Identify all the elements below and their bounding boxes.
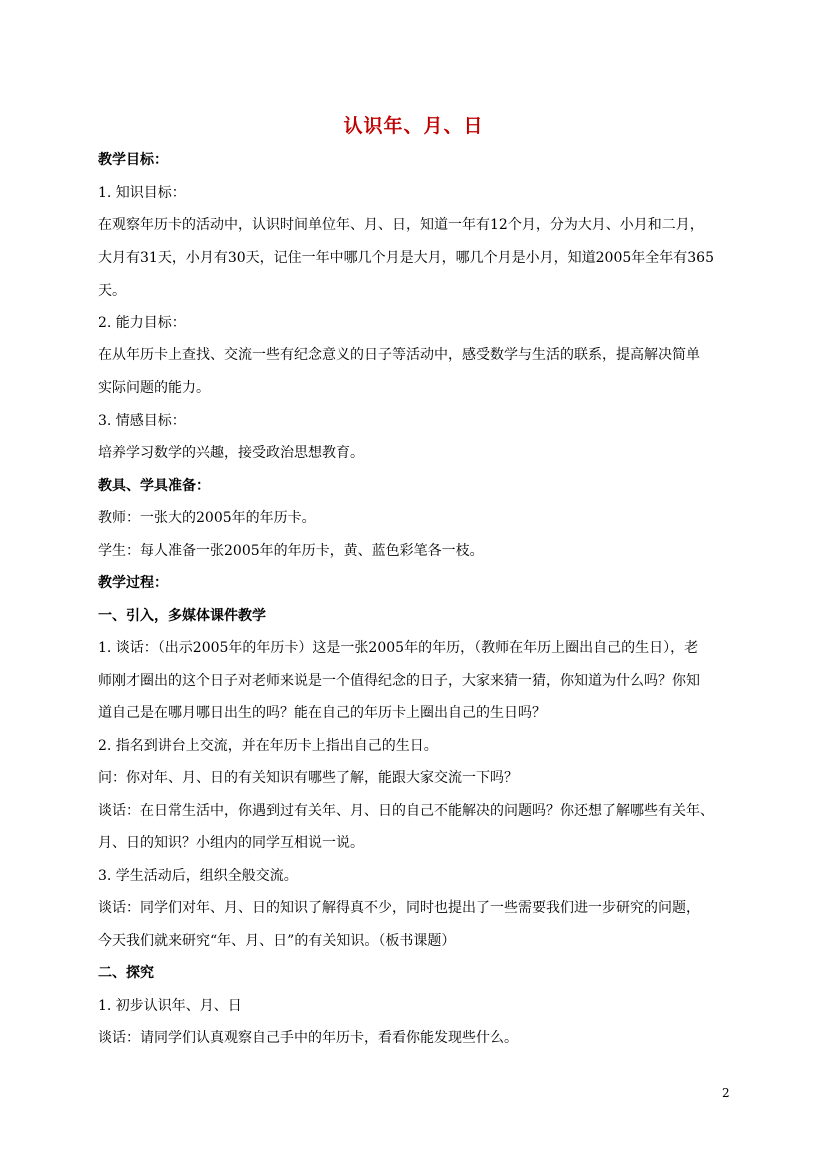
- text-line: 天。: [98, 283, 126, 299]
- text-line: 2. 能力目标：: [98, 315, 186, 331]
- text-line: 1. 谈话：（出示2005年的年历卡）这是一张2005年的年历，（教师在年历上圈出自己的生日），老: [98, 640, 699, 656]
- text-line: 谈话：请同学们认真观察自己手中的年历卡，看看你能发现些什么。: [98, 1030, 518, 1046]
- heading-section-explore: 二、探究: [98, 965, 154, 981]
- page-number: 2: [722, 1086, 730, 1100]
- text-line: 谈话：在日常生活中，你遇到过有关年、月、日的自己不能解决的问题吗？你还想了解哪些有关年、: [98, 803, 714, 819]
- heading-teaching-goals: 教学目标：: [98, 152, 168, 168]
- text-line: 在观察年历卡的活动中，认识时间单位年、月、日，知道一年有12个月，分为大月、小月和二月，: [98, 217, 704, 233]
- text-line: 教师：一张大的2005年的年历卡。: [98, 510, 316, 526]
- text-line: 1. 初步认识年、月、日: [98, 998, 242, 1014]
- text-line: 问：你对年、月、日的有关知识有哪些了解，能跟大家交流一下吗？: [98, 770, 518, 786]
- text-line: 今天我们就来研究“年、月、日”的有关知识。（板书课题）: [98, 933, 456, 949]
- heading-teaching-process: 教学过程：: [98, 575, 168, 591]
- text-line: 3. 情感目标：: [98, 413, 186, 429]
- text-line: 大月有31天，小月有30天，记住一年中哪几个月是大月，哪几个月是小月，知道2005年全年有365: [98, 250, 714, 266]
- text-line: 培养学习数学的兴趣，接受政治思想教育。: [98, 445, 364, 461]
- text-line: 2. 指名到讲台上交流，并在年历卡上指出自己的生日。: [98, 738, 438, 754]
- text-line: 月、日的知识？小组内的同学互相说一说。: [98, 835, 364, 851]
- text-line: 3. 学生活动后，组织全般交流。: [98, 868, 298, 884]
- text-line: 学生：每人准备一张2005年的年历卡，黄、蓝色彩笔各一枝。: [98, 543, 484, 559]
- text-line: 谈话：同学们对年、月、日的知识了解得真不少，同时也提出了一些需要我们进一步研究的问题，: [98, 900, 700, 916]
- text-line: 道自己是在哪月哪日出生的吗？能在自己的年历卡上圈出自己的生日吗？: [98, 705, 546, 721]
- text-line: 在从年历卡上查找、交流一些有纪念意义的日子等活动中，感受数学与生活的联系，提高解决简单: [98, 347, 700, 363]
- heading-section-intro: 一、引入，多媒体课件教学: [98, 608, 266, 624]
- text-line: 1. 知识目标：: [98, 185, 186, 201]
- document-title: 认识年、月、日: [343, 115, 484, 137]
- heading-teaching-aids: 教具、学具准备：: [98, 478, 210, 494]
- text-line: 实际问题的能力。: [98, 380, 210, 396]
- text-line: 师刚才圈出的这个日子对老师来说是一个值得纪念的日子，大家来猜一猜，你知道为什么吗？你知: [98, 673, 700, 689]
